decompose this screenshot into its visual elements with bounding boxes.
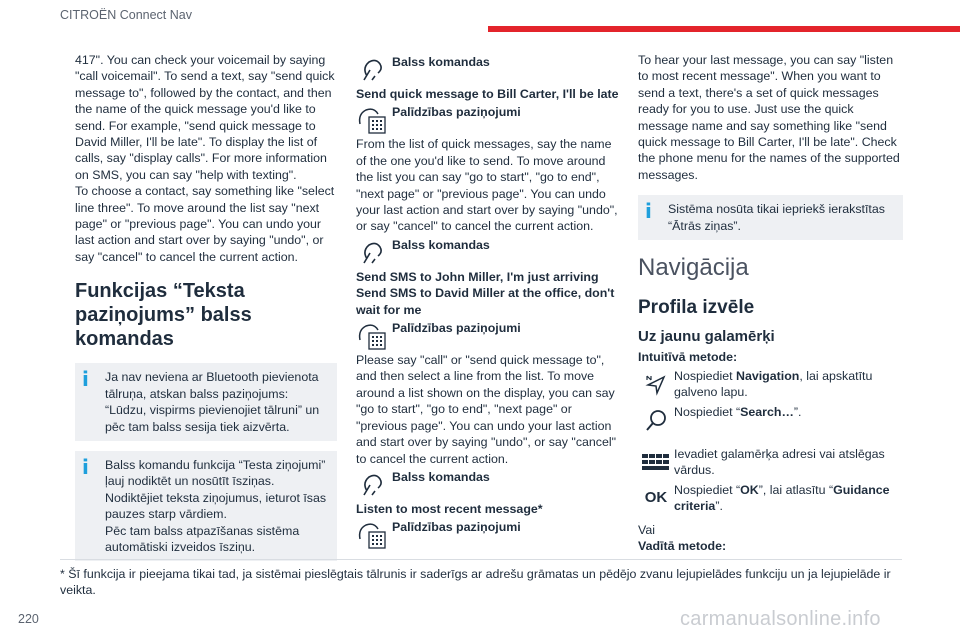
keyboard-icon <box>638 446 674 480</box>
navigation-arrow-icon <box>638 368 674 402</box>
page-number: 220 <box>18 612 39 626</box>
step-navigation <box>638 368 903 402</box>
voice-help-text-2: To choose a contact, say something like "select line three". To move around the list say "next page" or "previous page". You can undo your last action and start over by saying "undo", or say "cancel" to cancel the current action. <box>75 184 335 264</box>
help-messages-label-row <box>356 320 621 352</box>
info-text: Ja nav neviena ar Bluetooth pievienota tālruņa, atskan balss paziņojums: <box>105 370 319 401</box>
help-messages-label-row <box>356 519 621 551</box>
help-keypad-icon <box>356 104 388 136</box>
search-icon <box>638 404 674 438</box>
step-text: Ievadiet galamērķa adresi vai atslēgas vārdus. <box>674 446 885 478</box>
step-ok <box>638 482 903 516</box>
step-text: ”, lai atlasītu “ <box>758 482 834 497</box>
ok-icon: OK <box>644 489 668 507</box>
column-3 <box>638 52 903 555</box>
step-text-bold: Navigation <box>736 368 800 383</box>
method-label: Intuitīvā metode: <box>638 350 738 365</box>
voice-command-icon <box>356 54 388 86</box>
method-label: Vadītā metode: <box>638 539 727 554</box>
voice-command-icon <box>356 469 388 501</box>
step-text: Nospiediet <box>674 368 736 383</box>
help-message-text: From the list of quick messages, say the name of the one you'd like to send. To move around the list you can say "go to start", "go to end", "next page" or "previous page". You can undo your last action and start over by saying "undo", or say "cancel" to cancel the current action. <box>356 137 618 234</box>
voice-commands-label: Balss komandas <box>392 237 490 252</box>
step-text: Nospiediet “ <box>674 482 741 497</box>
subsection-heading: Uz jaunu galamērķi <box>638 327 775 345</box>
info-text: Balss komandu funkcija “Testa ziņojumi” ļauj nodiktēt un nosūtīt īsziņas. <box>105 457 326 489</box>
help-keypad-icon <box>356 320 388 352</box>
or-text: Vai <box>638 522 655 537</box>
info-icon: i <box>82 367 89 392</box>
voice-command: Send quick message to Bill Carter, I'll be late <box>356 87 619 101</box>
watermark: carmanualsonline.info <box>680 608 881 630</box>
voice-help-text: To hear your last message, you can say "listen to most recent message". When you want to send a text, there's a set of quick messages ready for you to use. Just use the quick message name and say something like "send quick message to Bill Carter, I'll be late". Check the phone menu for the names of the supported messages. <box>638 53 900 182</box>
voice-commands-label-row <box>356 54 621 86</box>
info-box <box>75 363 337 441</box>
header-accent-bar <box>488 26 960 32</box>
column-2 <box>356 52 621 551</box>
step-text: Nospiediet “ <box>674 404 741 419</box>
footnote-divider <box>60 559 902 560</box>
step-text-bold: OK <box>740 482 759 497</box>
info-text: Pēc tam balss atpazīšanas sistēma automātiski izveidos īsziņu. <box>105 523 300 554</box>
step-text-bold: Guidance criteria <box>674 482 890 514</box>
info-box <box>638 195 903 240</box>
help-messages-label: Palīdzības paziņojumi <box>392 321 521 336</box>
step-text: , lai apskatītu galveno lapu. <box>674 368 873 400</box>
step-text-bold: Search… <box>740 404 794 419</box>
step-enter-address <box>638 446 903 480</box>
voice-help-text: 417". You can check your voicemail by saying "call voicemail". To send a text, say "send quick message to", followed by the contact, and then the name of the quick message you'd like to send. For example, "send quick message to David Miller, I'll be late". To display the list of calls, say "display calls". For more information on SMS, you can say "help with texting". <box>75 53 335 182</box>
help-messages-label-row <box>356 104 621 136</box>
help-message-text: Please say "call" or "send quick message to", and then select a line from the list. To move around a list shown on the display, you can say "go to start", "go to end", "next page" or "previous page". You can undo your last action and start over by saying "undo", or say "cancel" to cancel the current action. <box>356 353 617 466</box>
running-header: CITROËN Connect Nav <box>60 8 192 22</box>
info-text: “Lūdzu, vispirms pievienojiet tālruni” un pēc tam balss sesija tiek aizvērta. <box>105 403 320 434</box>
info-icon: i <box>82 454 89 479</box>
voice-commands-label-row <box>356 237 621 269</box>
voice-commands-label-row <box>356 469 621 501</box>
info-icon: i <box>645 199 652 224</box>
info-text: Nodiktējiet teksta ziņojumus, ieturot īsas pauzes starp vārdiem. <box>105 490 327 522</box>
chapter-title: Navigācija <box>638 254 749 282</box>
info-box <box>75 451 337 561</box>
voice-commands-label: Balss komandas <box>392 55 490 69</box>
step-text: ”. <box>715 499 723 514</box>
footnote: * Šī funkcija ir pieejama tikai tad, ja sistēmai pieslēgtais tālrunis ir saderīgs ar adrešu grāmatas un pēdējo zvanu lejupielādes funkciju un ja lejupielāde ir veikta. <box>60 567 891 598</box>
voice-command-icon <box>356 237 388 269</box>
help-messages-label: Palīdzības paziņojumi <box>392 105 521 120</box>
info-text: Sistēma nosūta tikai iepriekš ierakstītas “Ātrās ziņas”. <box>668 202 885 233</box>
section-heading: Funkcijas “Teksta paziņojums” balss komandas <box>75 280 252 351</box>
section-heading: Profila izvēle <box>638 297 755 319</box>
step-text: ”. <box>793 404 802 419</box>
step-search <box>638 404 903 438</box>
voice-command: Listen to most recent message* <box>356 501 543 516</box>
help-messages-label: Palīdzības paziņojumi <box>392 520 521 535</box>
voice-commands-label: Balss komandas <box>392 469 490 484</box>
voice-command: Send SMS to John Miller, I'm just arriving <box>356 269 599 284</box>
help-keypad-icon <box>356 519 388 551</box>
column-1 <box>75 52 337 571</box>
voice-command: Send SMS to David Miller at the office, don't wait for me <box>356 286 615 317</box>
